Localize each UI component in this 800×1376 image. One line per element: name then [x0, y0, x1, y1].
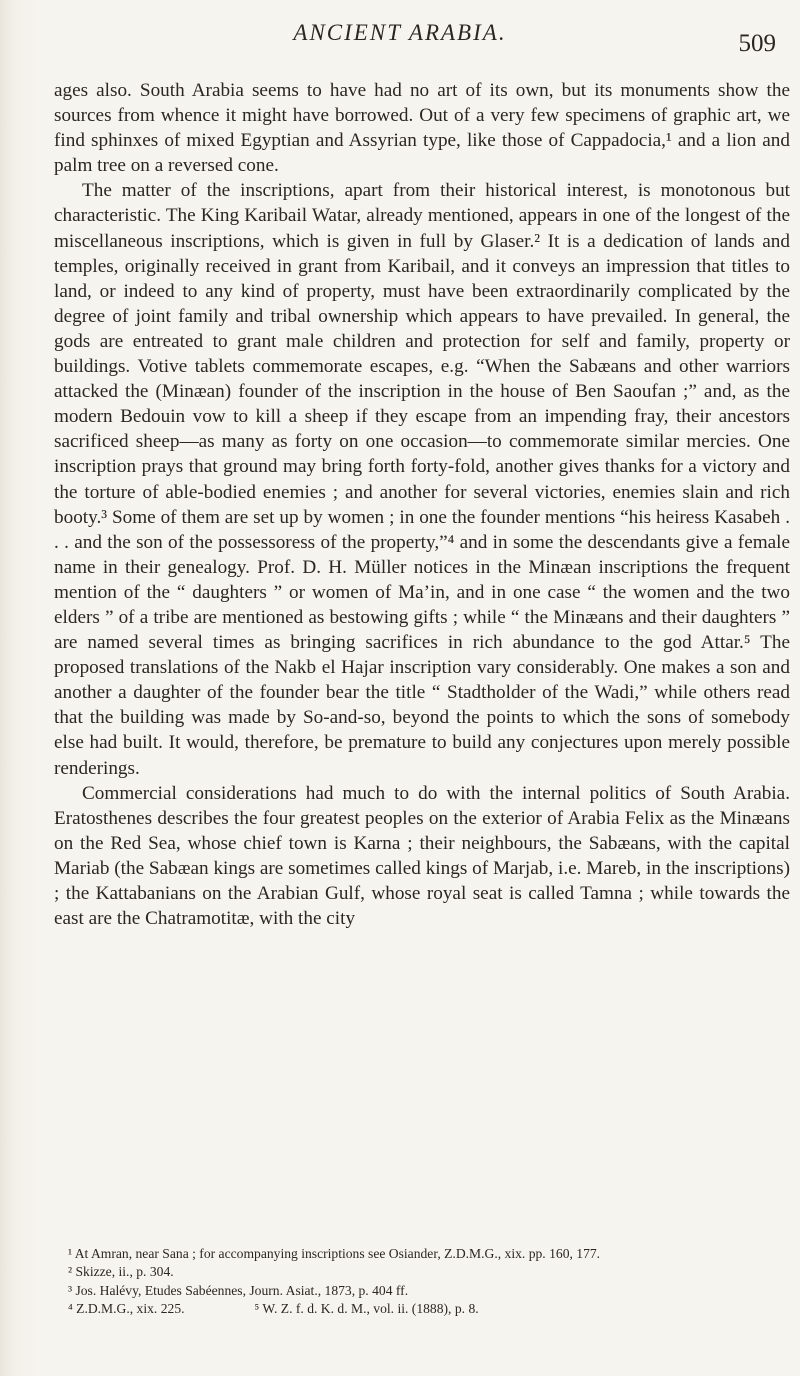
paragraph-2: The matter of the inscriptions, apart from their historical interest, is monotonous but characteristic. The King Karibail Watar, already mentioned, appears in one of the longest of the miscellaneous inscriptions, which is given in full by Glaser.² It is a dedication of lands and temples, originally received in grant from Karibail, and it conveys an impression that titles to land, or indeed to any kind of property, must have been extraordinarily complicated by the degree of joint family and tribal ownership which appears to have prevailed. In general, the gods are entreated to grant male children and protection for self and family, property or buildings. Votive tablets commemorate escapes, e.g. “When the Sabæans and other warriors attacked the (Minæan) founder of the inscription in the house of Ben Saoufan ;” and, as the modern Bedouin vow to kill a sheep if they escape from an impending fray, their ancestors sacrificed sheep—as many as forty on one occasion—to commemorate similar mercies. One inscription prays that ground may bring forth forty-fold, another gives thanks for a victory and the torture of able-bodied enemies ; and another for several victories, enemies slain and rich booty.³ Some of them are set up by women ; in one the founder mentions “his heiress Kasabeh . . . and the son of the possessoress of the property,”⁴ and in some the descendants give a female name in their genealogy. Prof. D. H. Müller notices in the Minæan inscriptions the frequent mention of the “ daughters ” or women of Ma’in, and in one case “ the women and the two elders ” of a tribe are mentioned as bestowing gifts ; while “ the Minæans and their daughters ” are named several times as bringing sacrifices in rich abundance to the god Attar.⁵ The proposed translations of the Nakb el Hajar inscription vary considerably. One makes a son and another a daughter of the founder bear the title “ Stadtholder of the Wadi,” while others read that the building was made by So-and-so, beyond the points to which the sons of somebody else had built. It would, therefore, be premature to build any conjectures upon merely possible renderings.	[54, 180, 790, 779]
footnote-5: ⁵ W. Z. f. d. K. d. M., vol. ii. (1888), p. 8.	[254, 1301, 479, 1317]
footnote-4: ⁴ Z.D.M.G., xix. 225.	[68, 1301, 185, 1317]
body-text	[54, 78, 790, 931]
paragraph-3: Commercial considerations had much to do with the internal politics of South Arabia. Eratosthenes describes the four greatest peoples on the exterior of Arabia Felix as the Minæans on the Red Sea, whose chief town is Karna ; their neighbours, the Sabæans, with the capital Mariab (the Sabæan kings are sometimes called kings of Marjab, i.e. Mareb, in the inscriptions) ; the Kattabanians on the Arabian Gulf, whose royal seat is called Tamna ; while towards the east are the Chatramotitæ, with the city	[54, 782, 790, 930]
footnote-3: ³ Jos. Halévy, Etudes Sabéennes, Journ. Asiat., 1873, p. 404 ff.	[68, 1282, 409, 1298]
page-header	[0, 14, 800, 62]
running-title: ANCIENT ARABIA.	[293, 20, 507, 45]
footnotes	[54, 1245, 790, 1319]
page-number: 509	[738, 30, 776, 57]
paragraph-1: ages also. South Arabia seems to have had no art of its own, but its monuments show the sources from whence it might have borrowed. Out of a very few specimens of graphic art, we find sphinxes of mixed Egyptian and Assyrian type, like those of Cappadocia,¹ and a lion and palm tree on a reversed cone.	[54, 80, 790, 177]
footnote-row	[54, 1300, 790, 1318]
footnote-1: ¹ At Amran, near Sana ; for accompanying inscriptions see Osiander, Z.D.M.G., xix. pp. 160, 177.	[68, 1246, 601, 1261]
footnote-2: ² Skizze, ii., p. 304.	[68, 1264, 174, 1280]
